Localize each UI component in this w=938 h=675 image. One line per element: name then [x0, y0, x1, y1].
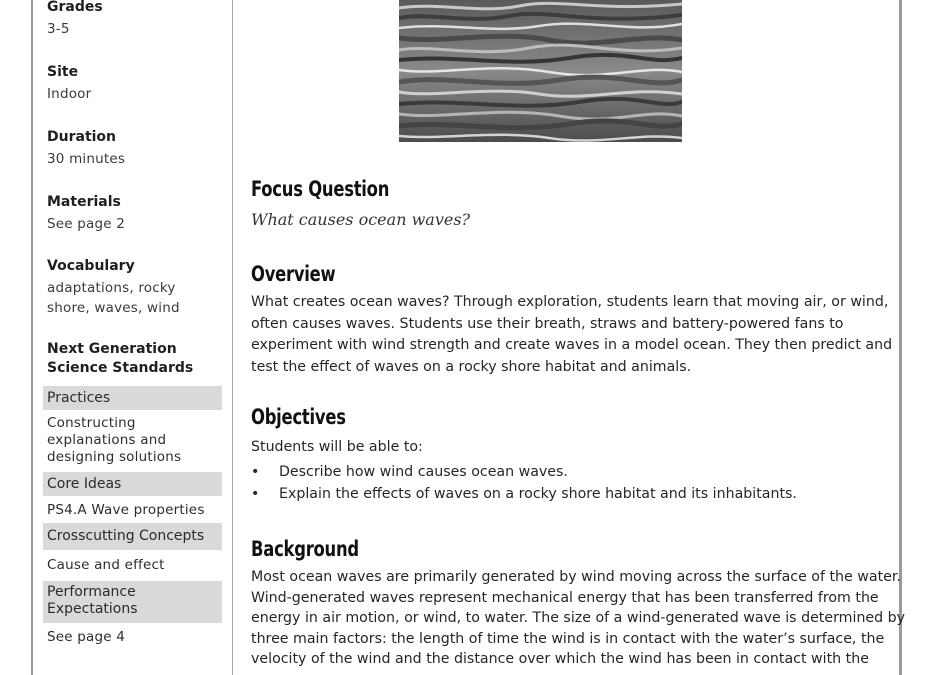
duration-block [47, 127, 125, 169]
overview-heading: Overview [251, 262, 336, 286]
grades-label: Grades [47, 0, 103, 15]
practices-line1: Constructing [47, 415, 136, 431]
focus-question-text: What causes ocean waves? [251, 210, 471, 229]
practices-text [47, 415, 181, 466]
performance-band [43, 581, 222, 623]
background-line: energy in air motion, or wind, to water. The size of a wind-generated wave is determined by [251, 610, 906, 626]
ngss-block [47, 340, 193, 378]
objectives-intro: Students will be able to: [251, 439, 423, 455]
vocabulary-value-line2: shore, waves, wind [47, 300, 180, 316]
duration-label: Duration [47, 129, 117, 145]
overview-line: often causes waves. Students use their breath, straws and battery-powered fans to [251, 315, 844, 332]
crosscutting-band: Crosscutting Concepts [43, 523, 222, 550]
background-line: Wind-generated waves represent mechanical energy that has been transferred from the [251, 589, 879, 606]
materials-value: See page 2 [47, 216, 126, 232]
practices-line3: designing solutions [47, 449, 182, 465]
objective-list-item [251, 486, 891, 506]
materials-block [47, 192, 125, 234]
bullet-icon: • [251, 464, 260, 480]
sidebar-divider [232, 0, 233, 675]
objectives-heading: Objectives [251, 405, 346, 429]
materials-label: Materials [47, 194, 121, 210]
practices-line2: explanations and [47, 432, 167, 448]
bullet-icon: • [251, 486, 260, 502]
grades-value: 3-5 [47, 21, 70, 37]
practices-band: Practices [43, 386, 222, 410]
performance-band-line2: Expectations [47, 601, 138, 617]
ngss-label-line2: Science Standards [47, 360, 194, 376]
vocabulary-label: Vocabulary [47, 258, 135, 274]
objective-text: Describe how wind causes ocean waves. [279, 464, 568, 480]
site-value: Indoor [47, 86, 92, 102]
overview-line: experiment with wind strength and create waves in a model ocean. They then predict and [251, 337, 893, 353]
overview-paragraph [251, 292, 892, 378]
core-ideas-band: Core Ideas [43, 472, 222, 496]
performance-value: See page 4 [47, 629, 126, 645]
overview-line: What creates ocean waves? Through exploration, students learn that moving air, or wind, [251, 294, 889, 310]
site-label: Site [47, 64, 79, 80]
performance-band-line1: Performance [47, 584, 136, 600]
ocean-waves-photo [399, 0, 682, 142]
background-paragraph [251, 567, 905, 670]
site-block [47, 62, 91, 104]
grades-block [47, 0, 103, 39]
focus-question-heading: Focus Question [251, 177, 390, 201]
ocean-waves-illustration [399, 0, 682, 142]
background-line: Most ocean waves are primarily generated by wind moving across the surface of the water. [251, 569, 901, 585]
background-line: velocity of the wind and the distance over which the wind has been in contact with the [251, 651, 869, 667]
objective-list-item [251, 464, 891, 484]
objective-text: Explain the effects of waves on a rocky shore habitat and its inhabitants. [279, 486, 797, 502]
page-frame-left-border [31, 0, 33, 675]
core-ideas-value: PS4.A Wave properties [47, 502, 205, 518]
ngss-label-line1: Next Generation [47, 341, 177, 357]
overview-line: test the effect of waves on a rocky shore habitat and animals. [251, 358, 692, 375]
crosscutting-value: Cause and effect [47, 557, 165, 573]
background-heading: Background [251, 537, 359, 561]
vocabulary-value-line1: adaptations, rocky [47, 280, 176, 296]
vocabulary-block [47, 256, 180, 318]
duration-value: 30 minutes [47, 151, 126, 167]
background-line: three main factors: the length of time the wind is in contact with the water’s surface, the [251, 630, 885, 647]
